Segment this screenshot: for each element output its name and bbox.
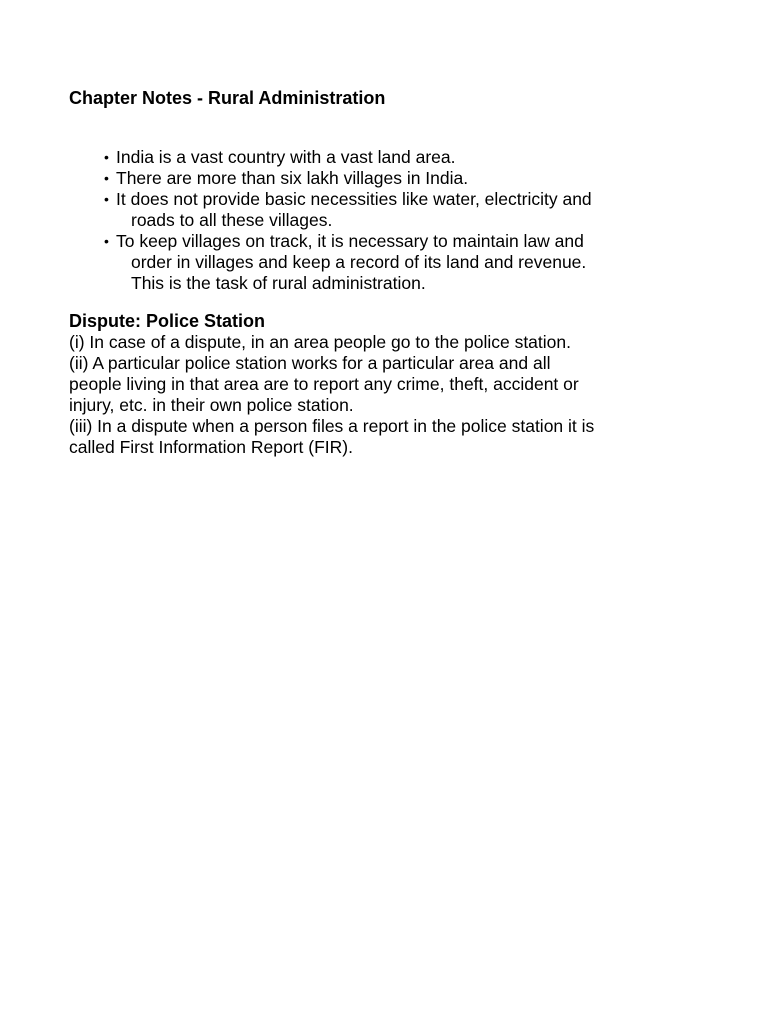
- body-line: (i) In case of a dispute, in an area people go to the police station.: [69, 332, 571, 352]
- bullet-item: [104, 189, 704, 231]
- body-line: people living in that area are to report any crime, theft, accident or: [69, 374, 579, 394]
- section-heading: Dispute: Police Station: [69, 311, 266, 331]
- bullet-item: [104, 147, 704, 168]
- bullet-icon: •: [104, 233, 109, 249]
- bullet-icon: •: [104, 170, 109, 186]
- bullet-item: [104, 168, 704, 189]
- bullet-line: order in villages and keep a record of its land and revenue.: [131, 252, 587, 272]
- bullet-line: It does not provide basic necessities like water, electricity and: [116, 189, 592, 209]
- body-line: injury, etc. in their own police station.: [69, 395, 354, 415]
- section-body: [69, 332, 709, 458]
- bullet-item: [104, 231, 704, 294]
- bullet-line: roads to all these villages.: [131, 210, 333, 230]
- body-line: called First Information Report (FIR).: [69, 437, 353, 457]
- bullet-line: India is a vast country with a vast land area.: [116, 147, 456, 167]
- bullet-line: There are more than six lakh villages in India.: [116, 168, 469, 188]
- body-line: (ii) A particular police station works for a particular area and all: [69, 353, 551, 373]
- bullet-icon: •: [104, 149, 109, 165]
- bullet-line: To keep villages on track, it is necessary to maintain law and: [116, 231, 584, 251]
- bullet-line: This is the task of rural administration.: [131, 273, 426, 293]
- page-title: Chapter Notes - Rural Administration: [69, 88, 386, 108]
- bullet-icon: •: [104, 191, 109, 207]
- bullet-list: [104, 147, 704, 294]
- body-line: (iii) In a dispute when a person files a report in the police station it is: [69, 416, 595, 436]
